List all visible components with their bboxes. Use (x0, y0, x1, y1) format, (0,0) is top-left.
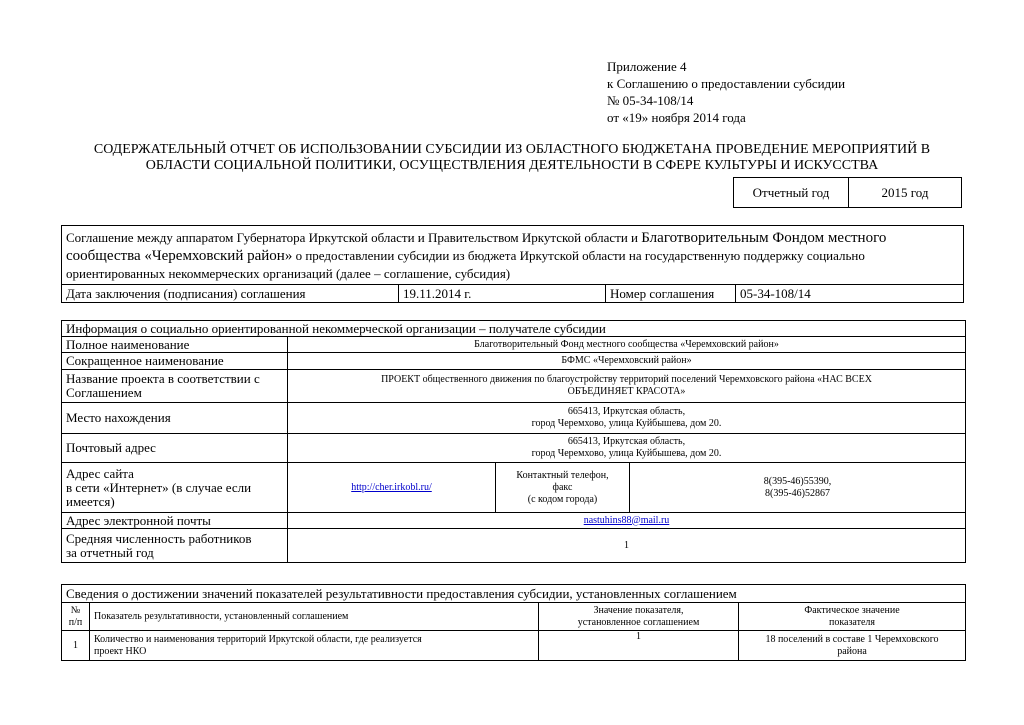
website-label-line: имеется) (66, 493, 115, 509)
col-header-no-line: п/п (68, 616, 83, 628)
row-indicator (90, 631, 539, 661)
postal-value (288, 434, 966, 463)
postal-line: город Черемхово, улица Куйбышева, дом 20. (531, 448, 722, 459)
location-line: 665413, Иркутская область, (567, 406, 686, 417)
row-actual-line: 18 поселений в составе 1 Черемховского (765, 633, 939, 645)
appendix-line: № 05-34-108/14 (607, 93, 694, 108)
report-year-value: 2015 год (881, 184, 929, 200)
agreement-date-value: 19.11.2014 г. (399, 285, 606, 303)
short-name-label: Сокращенное наименование (62, 353, 288, 370)
org-info-table (61, 320, 966, 563)
agreement-date-label: Дата заключения (подписания) соглашения (62, 285, 399, 303)
project-value-line: ОБЪЕДИНЯЕТ КРАСОТА» (567, 386, 686, 397)
agreement-number-value: 05-34-108/14 (736, 285, 964, 303)
row-no: 1 (62, 631, 90, 661)
postal-line: 665413, Иркутская область, (567, 436, 686, 447)
website-label-line: в сети «Интернет» (в случае если (66, 479, 252, 495)
table-row (62, 631, 966, 661)
row-planned: 1 (539, 631, 739, 661)
location-label: Место нахождения (62, 403, 288, 434)
full-name-value: Благотворительный Фонд местного сообщества «Черемховский район» (288, 337, 966, 353)
website-cell (288, 463, 496, 513)
website-label (62, 463, 288, 513)
agreement-description (62, 226, 964, 285)
appendix-line: от «19» ноября 2014 года (607, 110, 746, 125)
col-header-actual-line: Фактическое значение (804, 604, 900, 616)
col-header-indicator: Показатель результативности, установленный соглашением (90, 603, 539, 631)
phone-value (630, 463, 966, 513)
agreement-number-label: Номер соглашения (606, 285, 736, 303)
col-header-no (62, 603, 90, 631)
email-link[interactable]: nastuhins88@mail.ru (583, 514, 670, 526)
website-label-line: Адрес сайта (66, 465, 134, 481)
col-header-actual-line: показателя (828, 616, 876, 628)
col-header-planned (539, 603, 739, 631)
website-link[interactable]: http://cher.irkobl.ru/ (351, 481, 432, 493)
phone-value-line: 8(395-46)55390, (763, 475, 832, 487)
row-indicator-line: Количество и наименования территорий Иркутской области, где реализуется (94, 633, 422, 645)
org-info-header: Информация о социально ориентированной некоммерческой организации – получателе субсидии (62, 321, 966, 337)
agreement-org-name: Благотворительным Фондом местного сообщества «Черемховский район» (66, 229, 887, 264)
appendix-block (607, 58, 845, 126)
agreement-text: о предоставлении субсидии из бюджета Иркутской области на государственную поддержку социально ориентированных некоммерческих организаций (далее – соглашение, субсидия) (66, 247, 865, 281)
location-line: город Черемхово, улица Куйбышева, дом 20. (531, 418, 722, 429)
phone-label-line: (с кодом города) (527, 493, 598, 505)
row-indicator-line: проект НКО (94, 645, 147, 657)
col-header-no-line: № (70, 604, 81, 616)
title-line: СОДЕРЖАТЕЛЬНЫЙ ОТЧЕТ ОБ ИСПОЛЬЗОВАНИИ СУБСИДИИ ИЗ ОБЛАСТНОГО БЮДЖЕТАНА ПРОВЕДЕНИЕ МЕРОПРИЯТИЙ В (93, 142, 931, 157)
title-line: ОБЛАСТИ СОЦИАЛЬНОЙ ПОЛИТИКИ, ОСУЩЕСТВЛЕНИЯ ДЕЯТЕЛЬНОСТИ В СФЕРЕ КУЛЬТУРЫ И ИСКУССТВА (145, 158, 879, 173)
phone-label-line: Контактный телефон, (516, 469, 609, 481)
project-value-line: ПРОЕКТ общественного движения по благоустройству территорий поселений Черемховского района «НАС ВСЕХ (381, 374, 872, 385)
col-header-actual (739, 603, 966, 631)
postal-label: Почтовый адрес (62, 434, 288, 463)
location-value (288, 403, 966, 434)
report-year-box (733, 177, 962, 208)
col-header-planned-line: установленное соглашением (577, 616, 700, 628)
appendix-line: Приложение 4 (607, 59, 687, 74)
agreement-text: Соглашение между аппаратом Губернатора Иркутской области и Правительством Иркутской области и (66, 229, 642, 245)
email-cell (288, 513, 966, 529)
phone-value-line: 8(395-46)52867 (765, 487, 830, 499)
col-header-planned-line: Значение показателя, (593, 604, 684, 616)
indicators-table (61, 584, 966, 661)
project-label: Название проекта в соответствии с Соглашением (62, 370, 288, 403)
short-name-value: БФМС «Черемховский район» (288, 353, 966, 370)
email-label: Адрес электронной почты (62, 513, 288, 529)
appendix-line: к Соглашению о предоставлении субсидии (607, 76, 846, 91)
staff-label-line: Средняя численность работников (66, 530, 252, 546)
agreement-table (61, 225, 964, 303)
full-name-label: Полное наименование (62, 337, 288, 353)
document-title (40, 142, 984, 174)
staff-label-line: за отчетный год (66, 544, 154, 560)
staff-label (62, 529, 288, 563)
indicators-header: Сведения о достижении значений показателей результативности предоставления субсидии, установленных соглашением (62, 585, 966, 603)
row-actual-line: района (837, 645, 867, 657)
project-value (288, 370, 966, 403)
phone-label (496, 463, 630, 513)
report-year-label: Отчетный год (734, 178, 849, 207)
staff-value: 1 (288, 529, 966, 563)
row-actual (739, 631, 966, 661)
phone-label-line: факс (552, 481, 573, 493)
